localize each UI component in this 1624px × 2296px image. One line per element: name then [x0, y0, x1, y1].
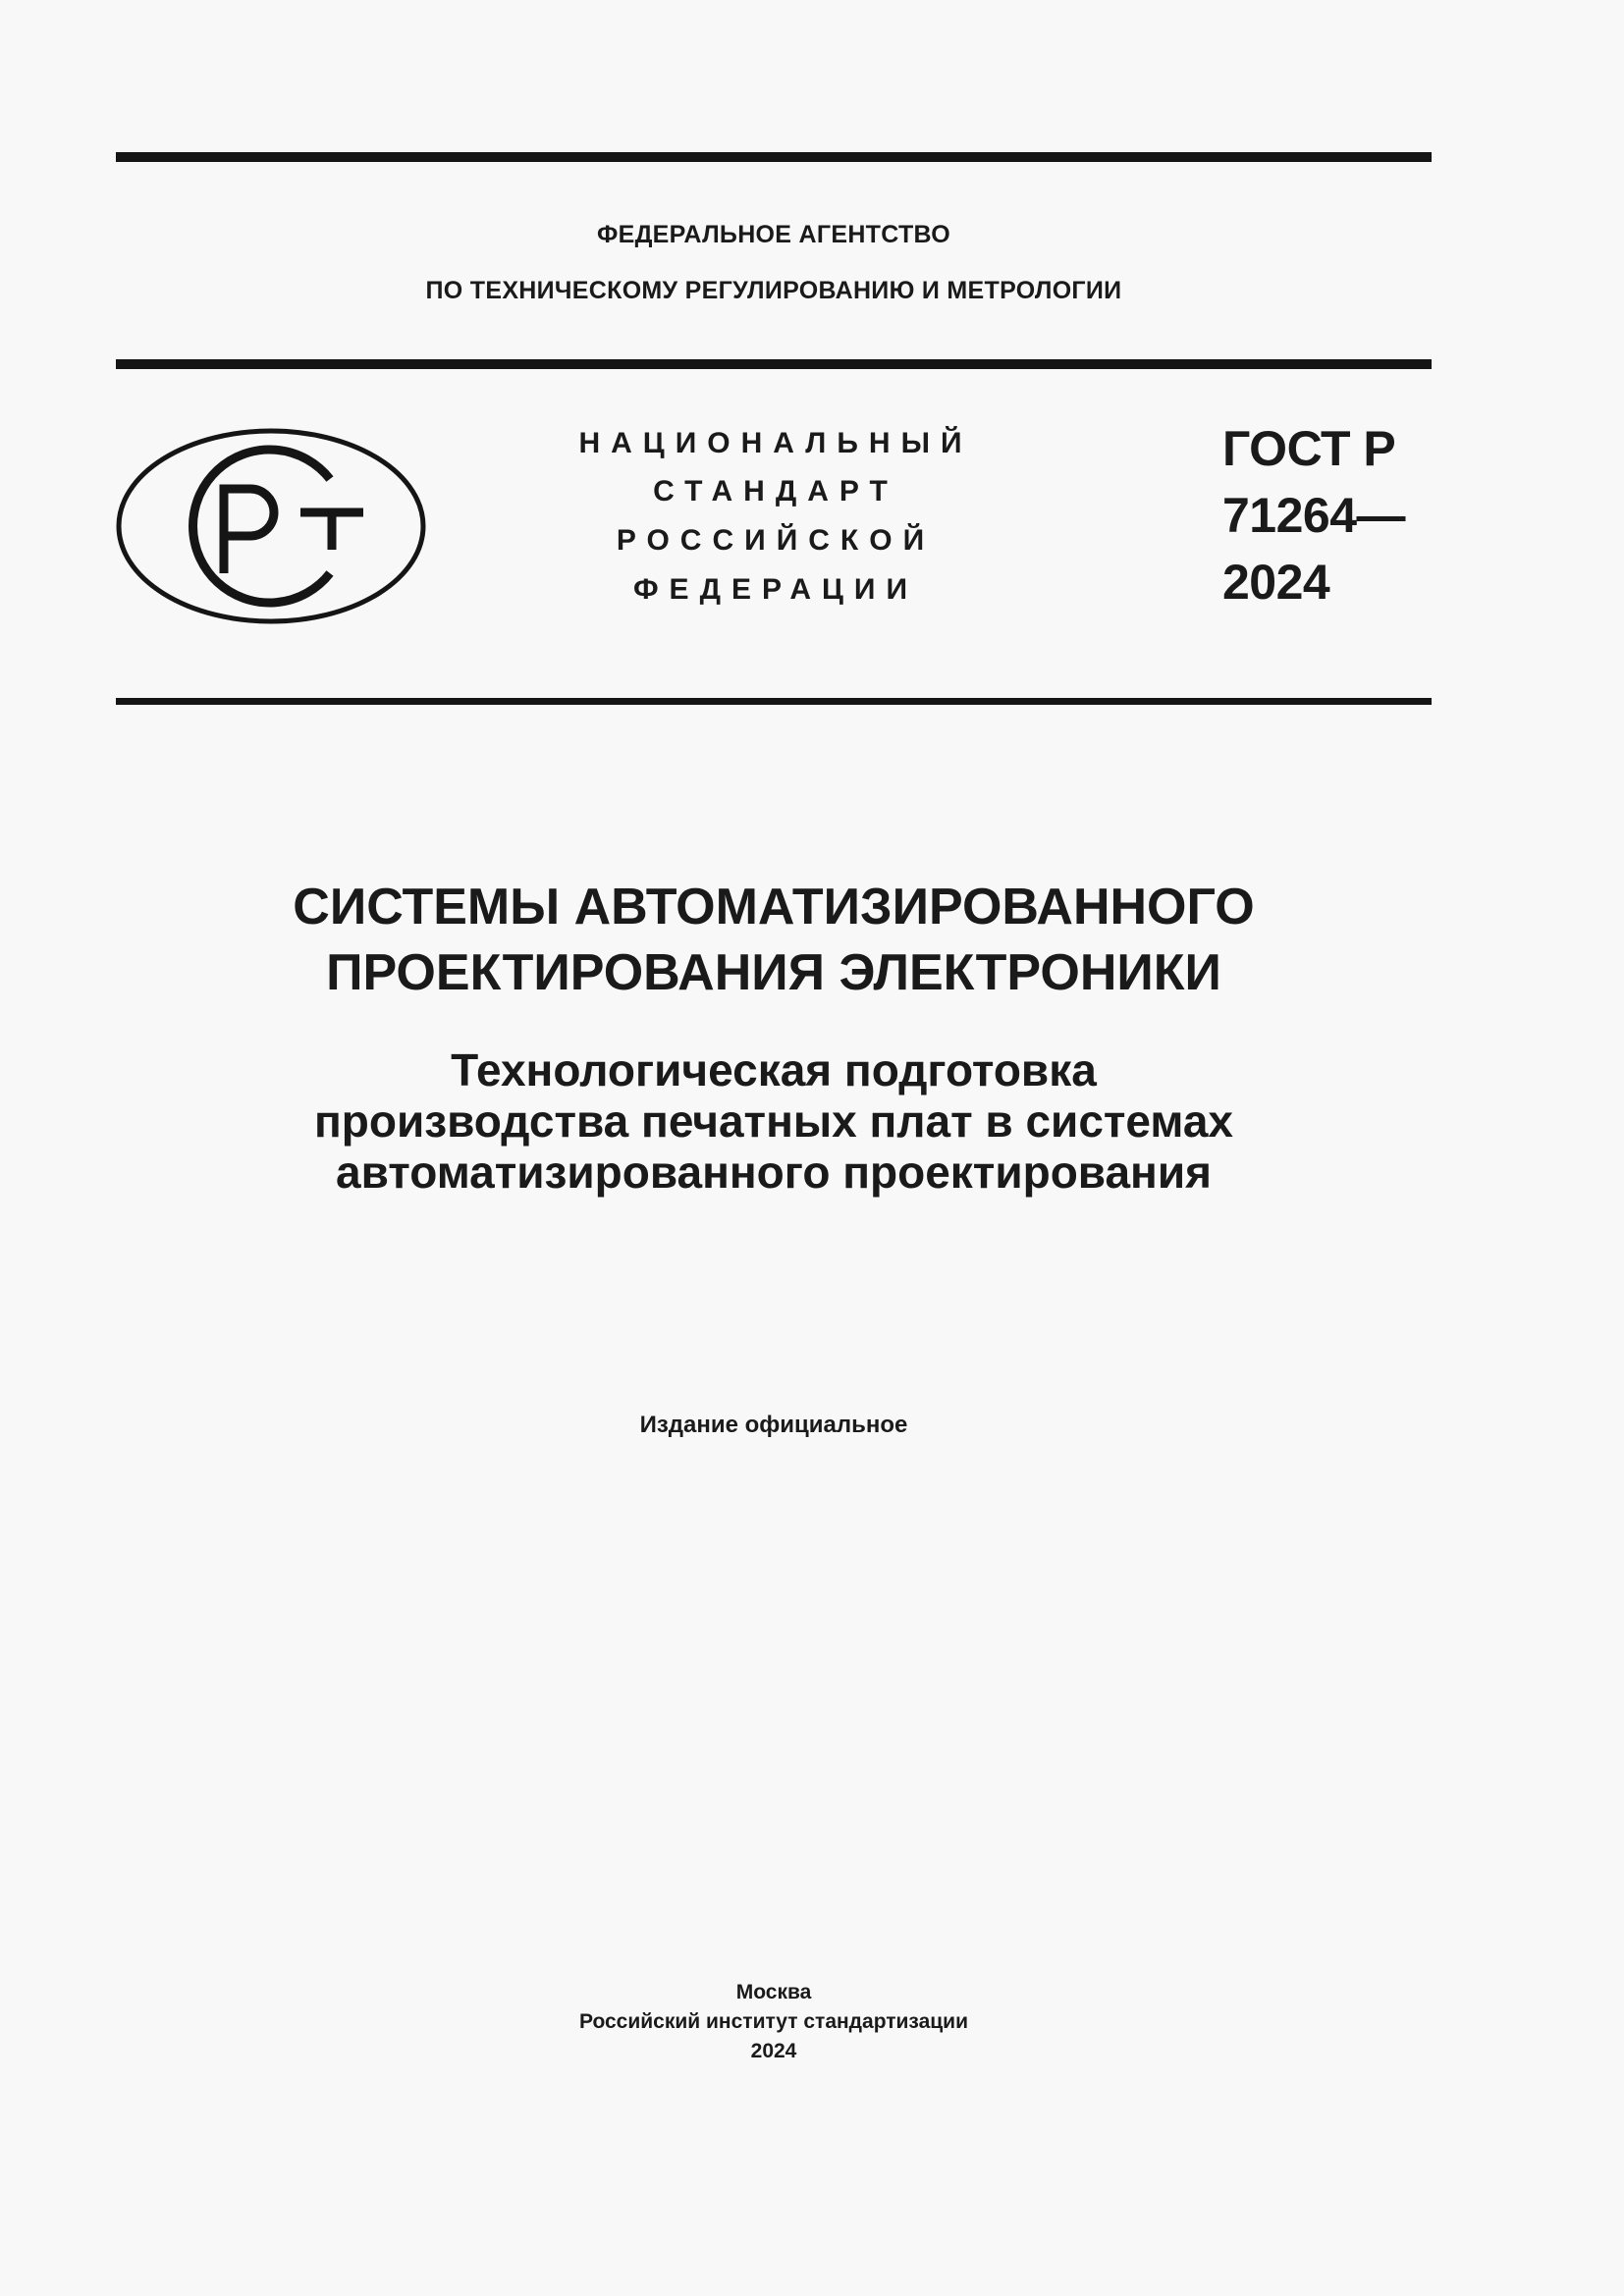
national-standard-line-4: ФЕДЕРАЦИИ [632, 573, 919, 606]
agency-name-line-2: ПО ТЕХНИЧЕСКОМУ РЕГУЛИРОВАНИЮ И МЕТРОЛОГИИ [425, 277, 1122, 304]
subtitle-line-3: автоматизированного проектирования [336, 1147, 1212, 1198]
imprint-publisher: Российский институт стандартизации [578, 2010, 969, 2033]
designation-line-3: 2024 [1222, 555, 1330, 610]
top-rule [116, 152, 1432, 162]
bottom-rule [116, 698, 1432, 705]
document-title [116, 875, 1432, 1006]
middle-rule [116, 359, 1432, 369]
designation-line-1: ГОСТ Р [1222, 421, 1396, 476]
title-line-2: ПРОЕКТИРОВАНИЯ ЭЛЕКТРОНИКИ [326, 944, 1221, 1001]
edition-note: Издание официальное [639, 1412, 908, 1438]
national-standard-line-3: РОССИЙСКОЙ [616, 524, 936, 557]
publisher-imprint [116, 1978, 1432, 2066]
standard-designation [1222, 415, 1405, 615]
rst-certification-mark-icon [116, 428, 426, 624]
subtitle-line-2: производства печатных плат в системах [314, 1095, 1233, 1147]
national-standard-line-1: НАЦИОНАЛЬНЫЙ [578, 427, 973, 459]
designation-line-2: 71264— [1222, 488, 1406, 543]
document-subtitle [116, 1044, 1432, 1198]
imprint-year: 2024 [750, 2040, 797, 2062]
agency-name-line-1: ФЕДЕРАЛЬНОЕ АГЕНТСТВО [596, 221, 951, 248]
imprint-city: Москва [735, 1981, 812, 2003]
national-standard-line-2: СТАНДАРТ [653, 475, 898, 507]
subtitle-line-1: Технологическая подготовка [451, 1044, 1097, 1095]
title-line-1: СИСТЕМЫ АВТОМАТИЗИРОВАННОГО [293, 879, 1255, 935]
